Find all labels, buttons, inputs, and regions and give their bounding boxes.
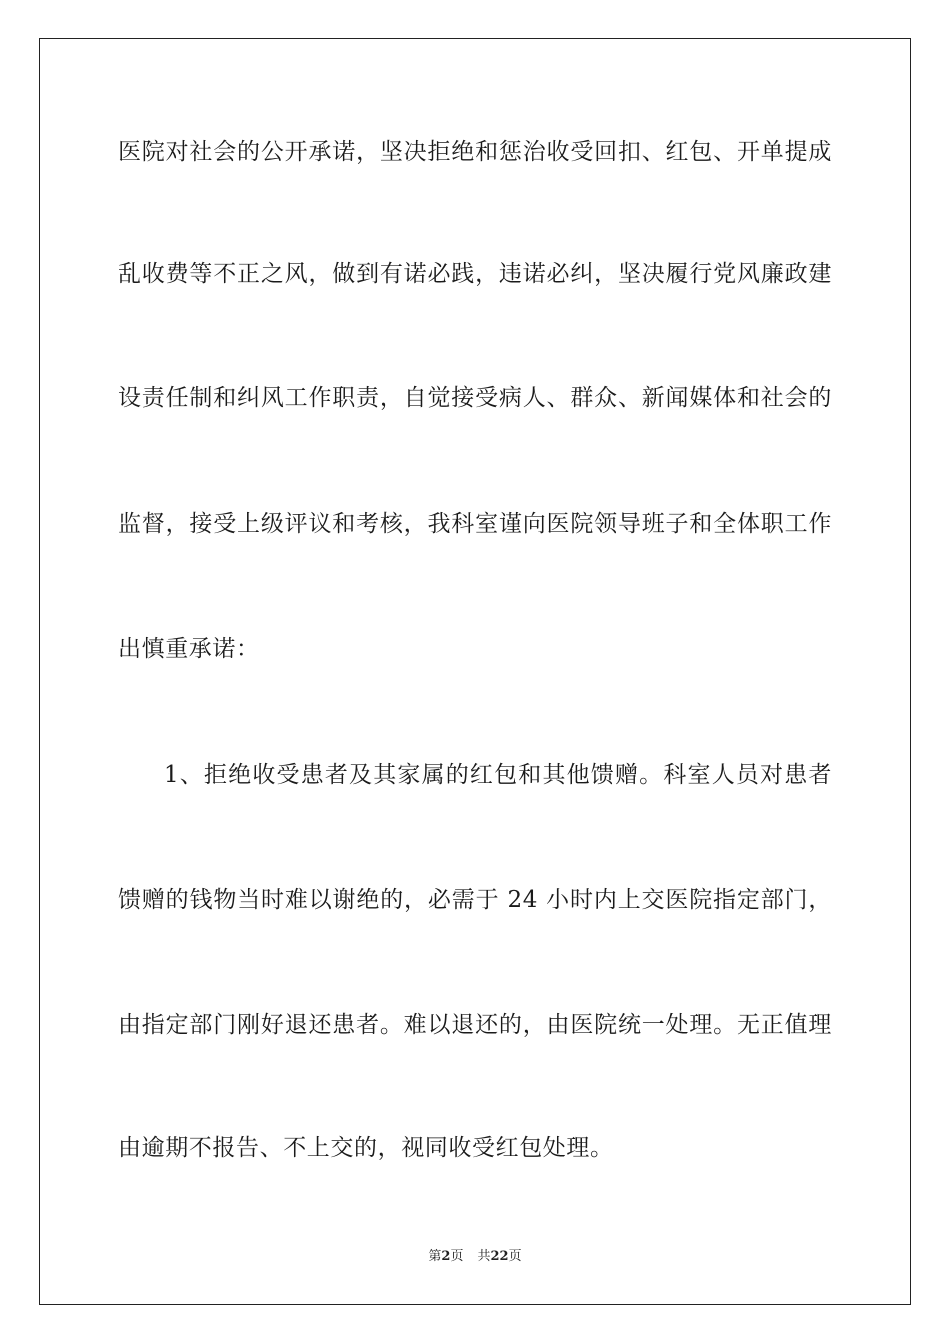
- page-border: [39, 38, 911, 1305]
- paragraph-line-4: 监督，接受上级评议和考核，我科室谨向医院领导班子和全体职工作: [118, 511, 832, 537]
- total-prefix: 共: [477, 1249, 491, 1264]
- page-prefix: 第: [428, 1249, 442, 1264]
- page-suffix: 页: [450, 1249, 464, 1264]
- total-page-count: 22: [490, 1249, 509, 1264]
- paragraph-line-3: 设责任制和纠风工作职责，自觉接受病人、群众、新闻媒体和社会的: [118, 385, 832, 411]
- current-page-number: 2: [441, 1249, 451, 1264]
- paragraph-line-2: 乱收费等不正之风，做到有诺必践，违诺必纠，坚决履行党风廉政建: [118, 261, 832, 287]
- paragraph-line-5: 出慎重承诺：: [118, 636, 260, 662]
- page-number-footer: [0, 1248, 950, 1266]
- paragraph-line-1: 医院对社会的公开承诺，坚决拒绝和惩治收受回扣、红包、开单提成: [118, 139, 832, 165]
- list-item-1-line-2: 馈赠的钱物当时难以谢绝的，必需于 24 小时内上交医院指定部门，: [118, 887, 832, 913]
- list-item-1-line-1: 1、拒绝收受患者及其家属的红包和其他馈赠。科室人员对患者: [164, 762, 832, 788]
- list-item-1-line-3: 由指定部门刚好退还患者。难以退还的，由医院统一处理。无正值理: [118, 1012, 832, 1038]
- total-suffix: 页: [508, 1249, 522, 1264]
- list-item-1-line-4: 由逾期不报告、不上交的，视同收受红包处理。: [118, 1135, 614, 1161]
